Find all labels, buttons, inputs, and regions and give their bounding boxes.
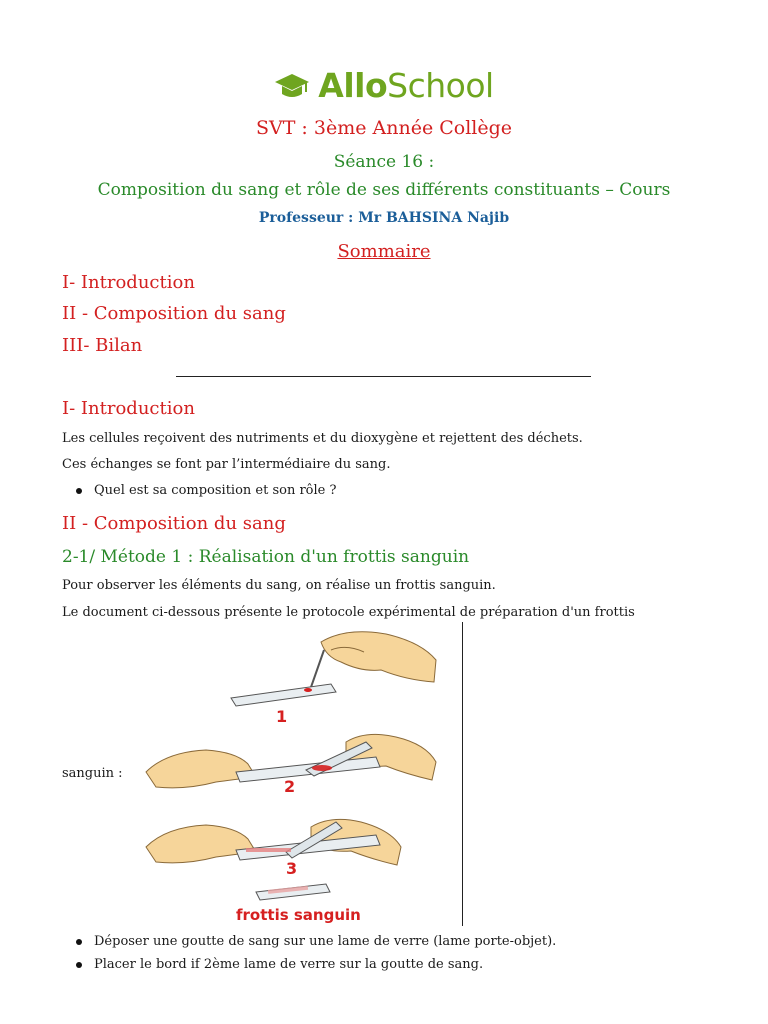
section-heading-introduction: I- Introduction — [62, 398, 195, 419]
step1-illustration — [231, 632, 436, 706]
paragraph: Ces échanges se font par l’intermédiaire du sang. — [62, 457, 391, 472]
toc-item-bilan[interactable]: III- Bilan — [62, 335, 143, 356]
frottis-illustration — [136, 622, 462, 926]
professor-name: Professeur : Mr BAHSINA Najib — [258, 210, 510, 226]
sommaire-heading: Sommaire — [337, 241, 431, 262]
list-item — [76, 483, 336, 498]
step-1-label: 1 — [276, 707, 288, 726]
step-3-label: 3 — [286, 859, 298, 878]
toc-item-introduction[interactable]: I- Introduction — [62, 272, 195, 293]
list-item-text: Placer le bord if 2ème lame de verre sur la goutte de sang. — [94, 957, 484, 972]
document-subtitle: Composition du sang et rôle de ses différents constituants – Cours — [97, 180, 671, 200]
divider-line — [176, 376, 591, 377]
document-title: SVT : 3ème Année Collège — [255, 117, 513, 139]
bullet-icon — [76, 962, 82, 968]
seance-number: Séance 16 : — [333, 152, 435, 172]
subsection-heading-method1: 2-1/ Métode 1 : Réalisation d'un frottis sanguin — [62, 547, 470, 567]
alloschool-logo[interactable] — [0, 66, 768, 105]
logo-wordmark: AlloSchool — [318, 66, 494, 105]
toc-item-composition[interactable]: II - Composition du sang — [62, 303, 286, 324]
bullet-icon — [76, 939, 82, 945]
smear-result-illustration — [256, 884, 330, 900]
bullet-icon — [76, 488, 82, 494]
list-item — [76, 934, 556, 949]
list-item — [76, 957, 483, 972]
paragraph: Le document ci-dessous présente le protocole expérimental de préparation d'un frottis — [62, 605, 635, 620]
frottis-protocol-figure — [136, 622, 463, 926]
graduation-cap-icon — [274, 71, 310, 101]
list-item-text: Quel est sa composition et son rôle ? — [94, 483, 337, 498]
paragraph: Les cellules reçoivent des nutriments et du dioxygène et rejettent des déchets. — [62, 431, 583, 446]
figure-caption: frottis sanguin — [236, 906, 361, 924]
section-heading-composition: II - Composition du sang — [62, 513, 286, 534]
list-item-text: Déposer une goutte de sang sur une lame de verre (lame porte-objet). — [94, 934, 557, 949]
figure-lead-text: sanguin : — [62, 766, 123, 781]
paragraph: Pour observer les éléments du sang, on réalise un frottis sanguin. — [62, 578, 496, 593]
step3-illustration — [146, 819, 401, 865]
step-2-label: 2 — [284, 777, 296, 796]
